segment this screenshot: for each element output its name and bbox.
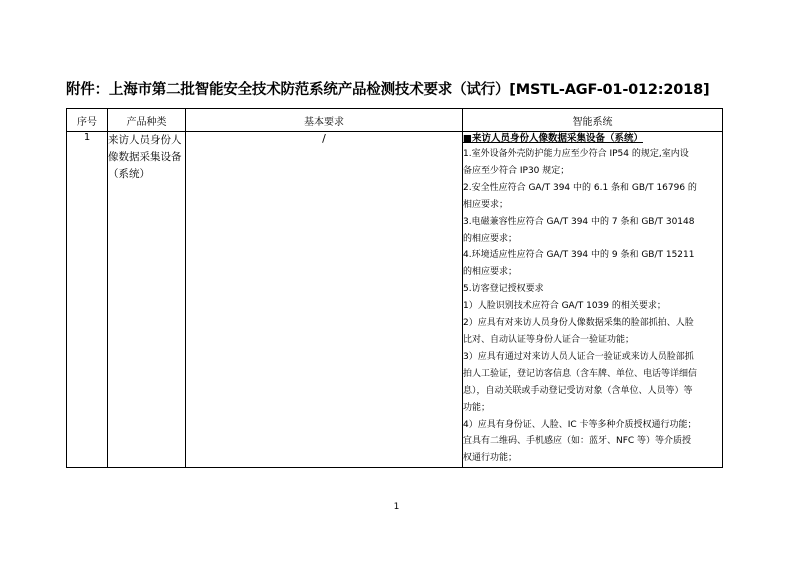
- requirement-line: 4.环境适应性应符合 GA/T 394 中的 9 条和 GB/T 15211: [463, 250, 695, 261]
- requirement-line: 宜具有二维码、手机感应（如：蓝牙、NFC 等）等介质授: [463, 436, 692, 447]
- header-category: 产品种类: [108, 109, 186, 132]
- requirement-line: 2）应具有对来访人员身份人像数据采集的脸部抓拍、人脸: [463, 318, 694, 329]
- requirement-line: 4）应具有身份证、人脸、IC 卡等多种介质授权通行功能；: [463, 419, 697, 430]
- requirement-line: 3）应具有通过对来访人员人证合一验证或来访人员脸部抓: [463, 351, 694, 362]
- requirements-table: [66, 108, 723, 468]
- page-title: 附件：上海市第二批智能安全技术防范系统产品检测技术要求（试行）[MSTL-AGF-01-012:2018]: [66, 82, 710, 98]
- page-number: 1: [393, 502, 400, 512]
- requirement-line: 息），自动关联或手动登记受访对象（含单位、人员等）等: [463, 385, 693, 396]
- requirement-line: 功能；: [463, 402, 491, 413]
- requirement-line: 1.室外设备外壳防护能力应至少符合 IP54 的规定,室内设: [463, 149, 689, 159]
- row-basic: /: [186, 132, 463, 468]
- requirement-line: 拍人工验证，登记访客信息（含车牌、单位、电话等详细信: [463, 368, 698, 379]
- requirement-line: 备应至少符合 IP30 规定；: [463, 165, 570, 176]
- table-row: [67, 132, 723, 468]
- row-category: 来访人员身份人像数据采集设备（系统）: [108, 132, 186, 468]
- requirement-line: 比对、自动认证等身份人证合一验证功能；: [463, 334, 635, 345]
- requirement-line: 权通行功能；: [463, 453, 518, 464]
- row-smart: [463, 132, 723, 468]
- header-basic: 基本要求: [186, 109, 463, 132]
- smart-section-title: ■来访人员身份人像数据采集设备（系统）: [463, 133, 643, 144]
- table-header-row: [67, 109, 723, 132]
- requirement-line: 相应要求；: [463, 199, 509, 210]
- header-index: 序号: [67, 109, 108, 132]
- header-smart: 智能系统: [463, 109, 723, 132]
- requirement-line: 的相应要求；: [463, 267, 518, 278]
- requirement-line: 2.安全性应符合 GA/T 394 中的 6.1 条和 GB/T 16796 的: [463, 182, 697, 193]
- requirement-line: 3.电磁兼容性应符合 GA/T 394 中的 7 条和 GB/T 30148: [463, 216, 695, 227]
- requirement-line: 5.访客登记授权要求: [463, 284, 544, 295]
- requirement-line: 1）人脸识别技术应符合 GA/T 1039 的相关要求；: [463, 301, 666, 312]
- row-index: 1: [67, 132, 108, 468]
- smart-requirements: [463, 146, 722, 467]
- requirement-line: 的相应要求；: [463, 233, 518, 244]
